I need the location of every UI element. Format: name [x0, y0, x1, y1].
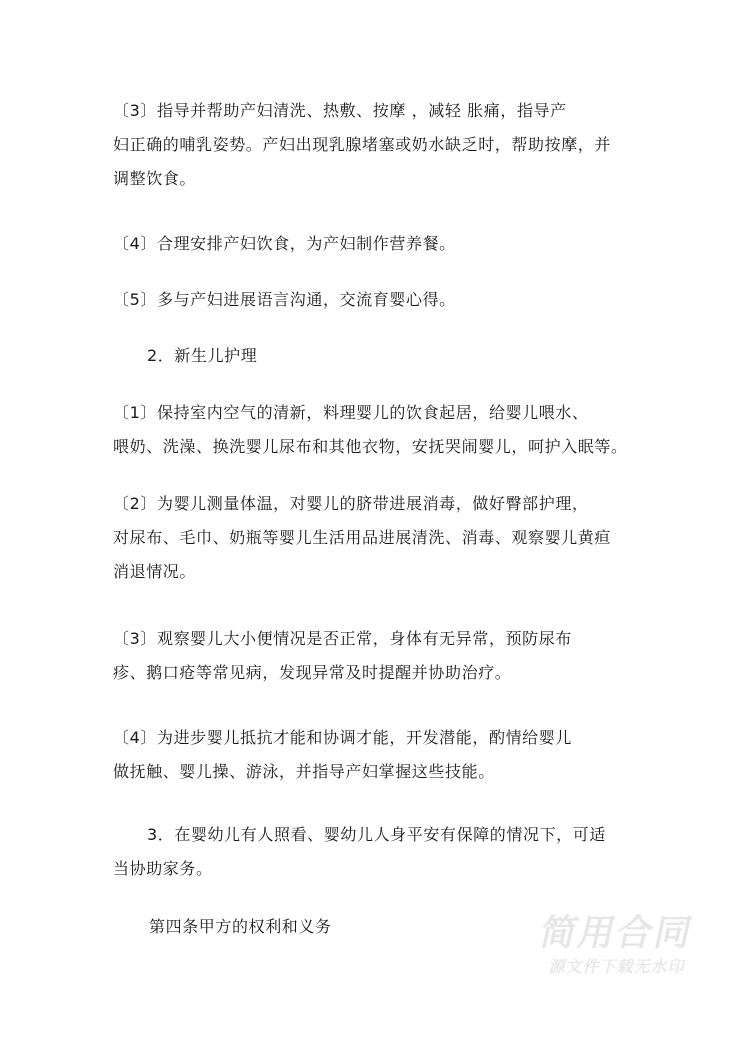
text-line: 疹、鹅口疮等常见病，发现异常及时提醒并协助治疗。 — [113, 663, 512, 682]
text-line: 〔5〕多与产妇进展语言沟通，交流育婴心得。 — [113, 290, 456, 309]
text-line: 喂奶、洗澡、换洗婴儿尿布和其他衣物，安抚哭闹婴儿，呵护入眠等。 — [113, 437, 628, 456]
paragraph-breastfeeding-guidance — [113, 94, 645, 196]
paragraph-indoor-environment — [113, 396, 645, 464]
text-line: 妇正确的哺乳姿势。产妇出现乳腺堵塞或奶水缺乏时，帮助按摩，并 — [113, 135, 612, 154]
text-line: 2．新生儿护理 — [147, 346, 258, 365]
text-line: 3．在婴幼儿有人照看、婴幼儿人身平安有保障的情况下，可适 — [147, 825, 606, 844]
text-line: 〔1〕保持室内空气的清新，料理婴儿的饮食起居，给婴儿喂水、 — [113, 403, 589, 422]
section-heading-newborn-care — [147, 339, 679, 373]
text-line: 〔2〕为婴儿测量体温，对婴儿的脐带进展消毒，做好臀部护理， — [113, 494, 589, 513]
text-line: 调整饮食。 — [113, 169, 197, 188]
watermark-subtitle: 源文件下载无水印 — [547, 957, 688, 976]
paragraph-development — [113, 721, 645, 789]
text-line: 消退情况。 — [113, 562, 197, 581]
text-line: 第四条甲方的权利和义务 — [149, 917, 332, 936]
text-line: 对尿布、毛巾、奶瓶等婴儿生活用品进展清洗、消毒、观察婴儿黄疸 — [113, 528, 612, 547]
watermark-title: 简用合同 — [536, 913, 698, 954]
text-line: 〔4〕合理安排产妇饮食，为产妇制作营养餐。 — [113, 234, 456, 253]
text-line: 做抚触、婴儿操、游泳，并指导产妇掌握这些技能。 — [113, 762, 495, 781]
paragraph-health-observation — [113, 622, 645, 690]
paragraph-diet-arrangement — [113, 227, 645, 261]
paragraph-housework — [113, 818, 679, 886]
text-line: 〔4〕为进步婴儿抵抗才能和协调才能，开发潜能，酌情给婴儿 — [113, 728, 572, 747]
paragraph-temperature-hygiene — [113, 487, 645, 589]
watermark — [493, 914, 697, 980]
paragraph-communication — [113, 283, 645, 317]
text-line: 〔3〕观察婴儿大小便情况是否正常，身体有无异常，预防尿布 — [113, 629, 572, 648]
text-line: 〔3〕指导并帮助产妇清洗、热敷、按摩 ，减轻 胀痛，指导产 — [113, 101, 567, 120]
text-line: 当协助家务。 — [113, 859, 213, 878]
